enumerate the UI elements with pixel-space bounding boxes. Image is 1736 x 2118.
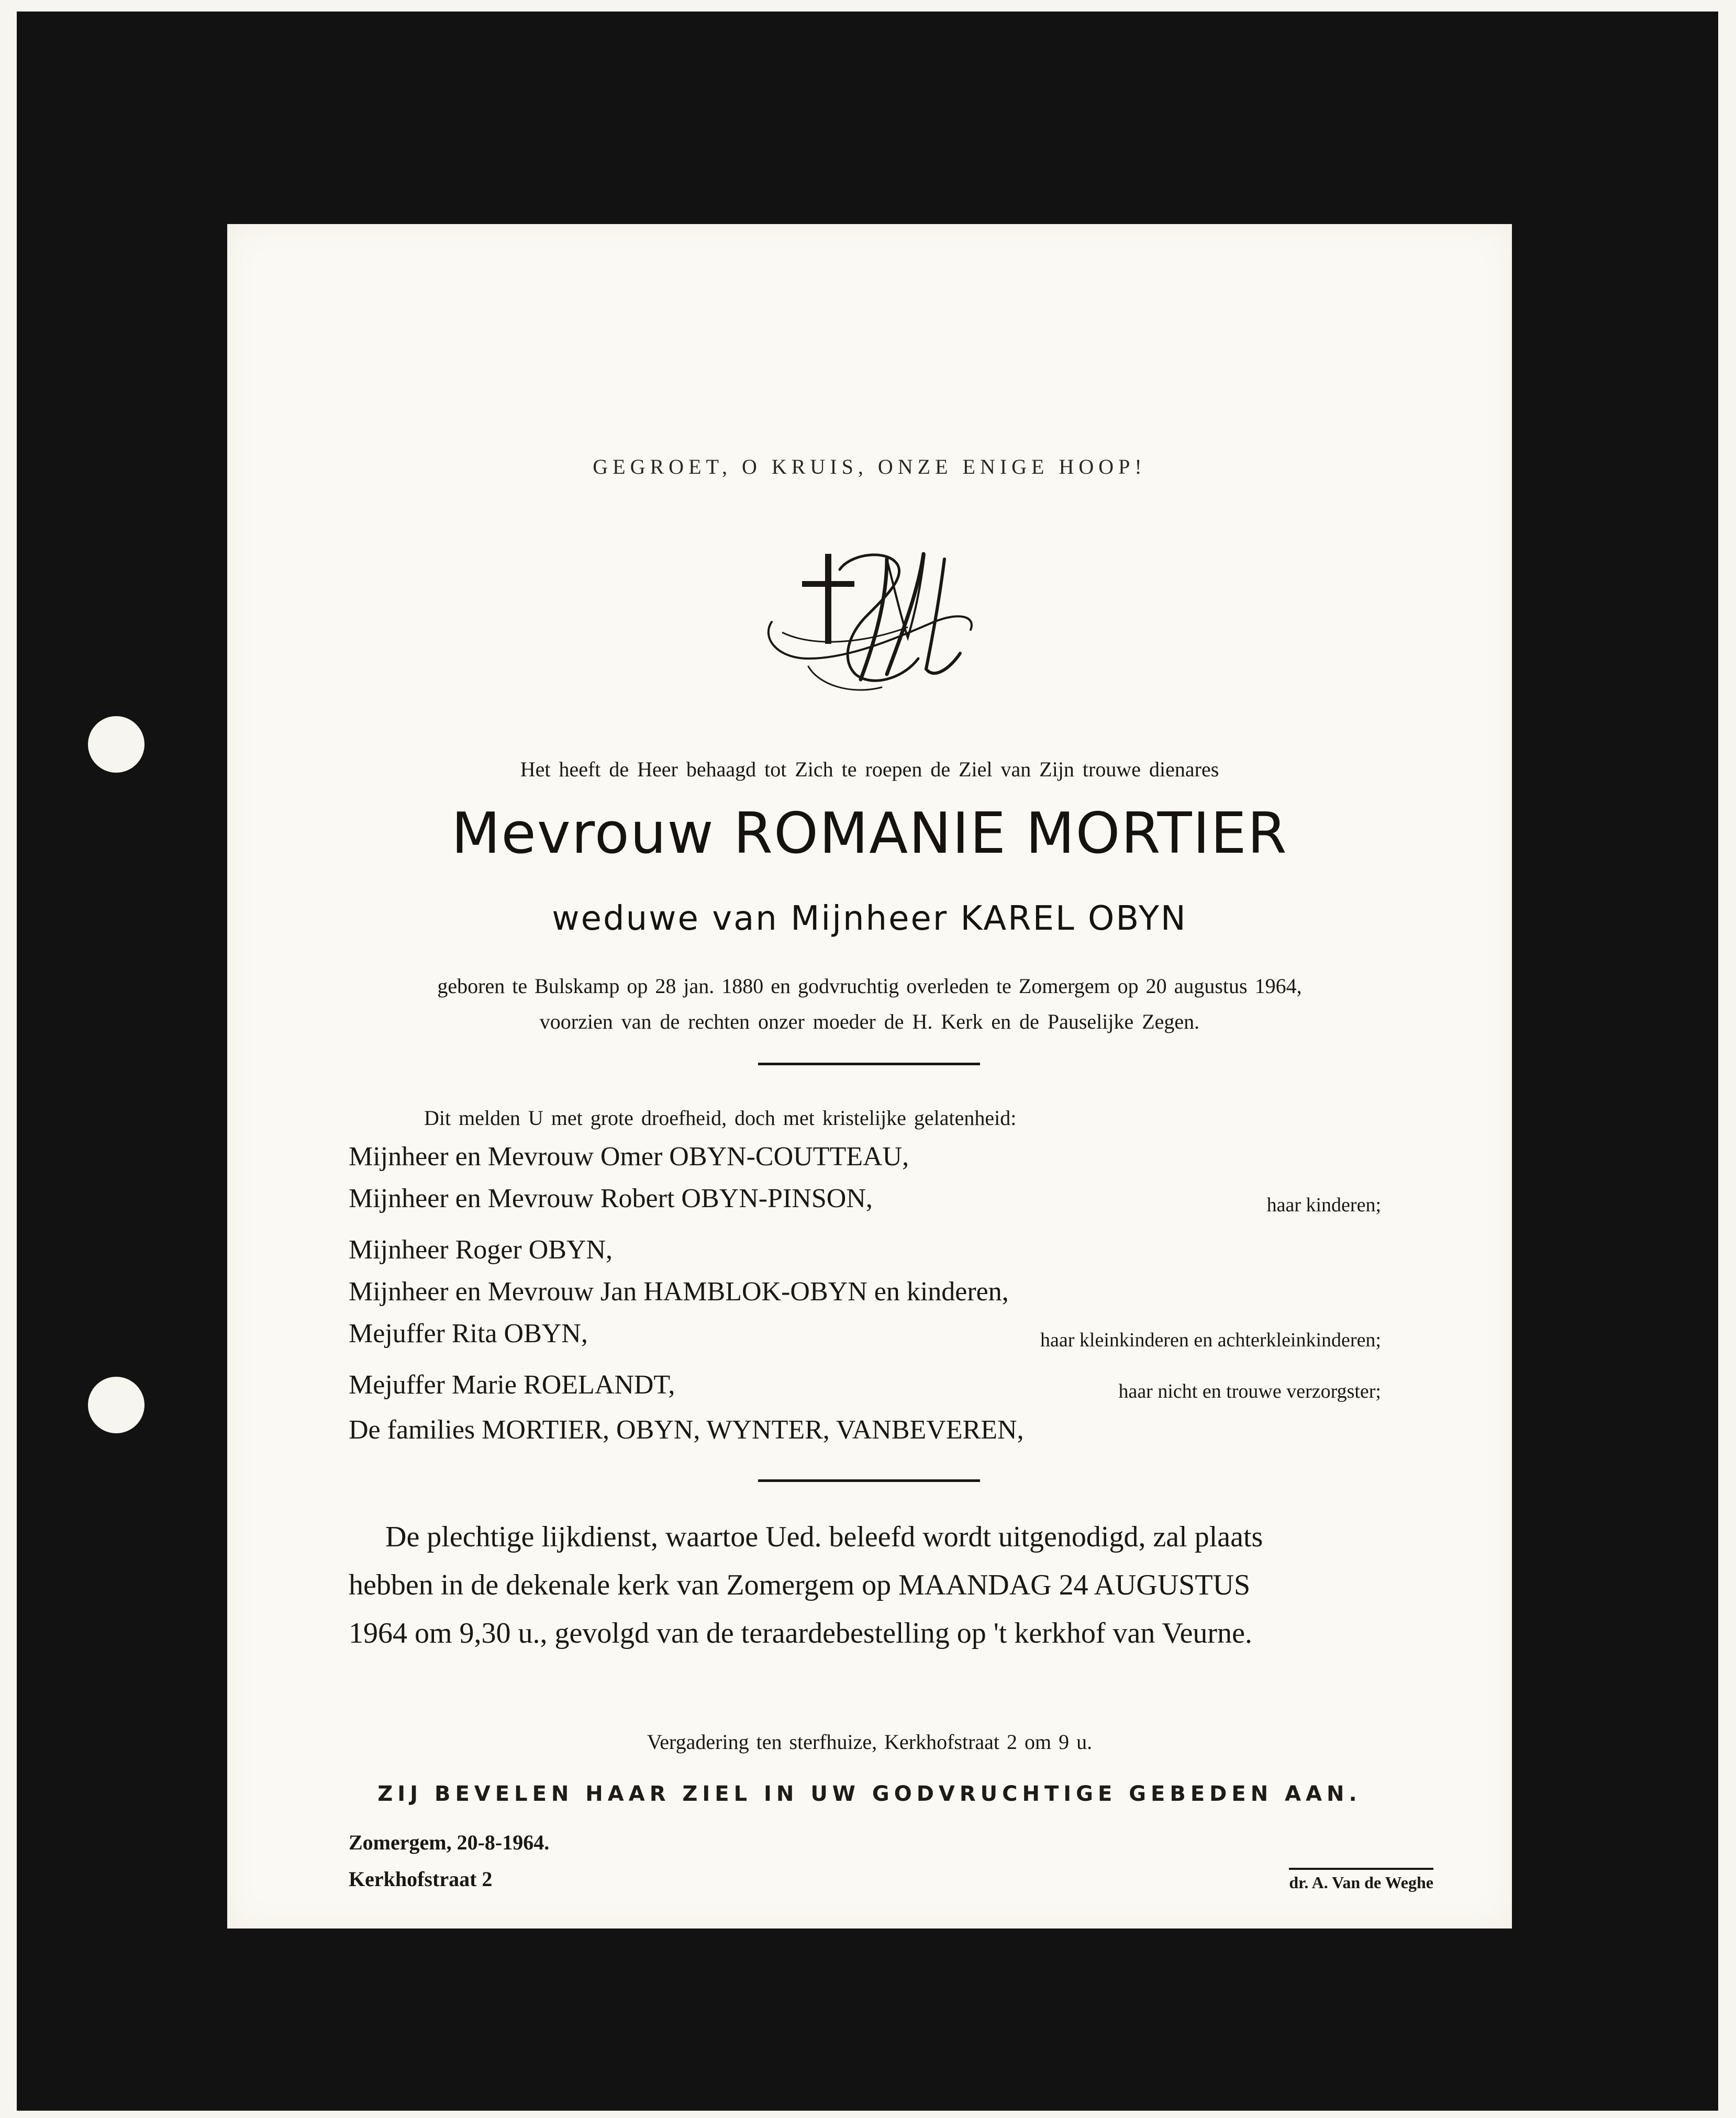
family-member: De families MORTIER, OBYN, WYNTER, VANBEVEREN, <box>349 1415 1024 1445</box>
place-date: Zomergem, 20-8-1964. <box>349 1831 550 1854</box>
family-member: Mejuffer Rita OBYN, <box>349 1319 588 1348</box>
birth-death-line: geboren te Bulskamp op 28 jan. 1880 en godvruchtig overleden te Zomergem op 20 augustus 1964, <box>437 974 1302 998</box>
printer-credit: dr. A. Van de Weghe <box>1289 1868 1433 1892</box>
ceremony-line: 1964 om 9,30 u., gevolgd van de teraardebestelling op 't kerkhof van Veurne. <box>349 1617 1252 1649</box>
relation-label-niece: haar nicht en trouwe verzorgster; <box>1118 1380 1381 1402</box>
relation-label-children: haar kinderen; <box>1266 1194 1381 1216</box>
commendation-line: ZIJ BEVELEN HAAR ZIEL IN UW GODVRUCHTIGE GEBEDEN AAN. <box>377 1782 1362 1806</box>
intro-text: Het heeft de Heer behaagd tot Zich te roepen de Ziel van Zijn trouwe dienares <box>520 757 1219 781</box>
deceased-name: Mevrouw ROMANIE MORTIER <box>451 801 1288 866</box>
last-rites-line: voorzien van de rechten onzer moeder de H. Kerk en de Pauselijke Zegen. <box>539 1010 1200 1033</box>
punch-hole-upper <box>88 716 144 773</box>
family-member: Mijnheer en Mevrouw Robert OBYN-PINSON, <box>349 1184 873 1213</box>
divider-rule <box>758 1479 980 1482</box>
card-header: GEGROET, O KRUIS, ONZE ENIGE HOOP! <box>593 455 1147 478</box>
cross-monogram-icon <box>730 538 992 706</box>
address: Kerkhofstraat 2 <box>349 1867 493 1891</box>
family-member: Mijnheer en Mevrouw Omer OBYN-COUTTEAU, <box>349 1142 909 1172</box>
punch-hole-lower <box>88 1377 144 1433</box>
relation-label-grandchildren: haar kleinkinderen en achterkleinkinderen; <box>1040 1329 1381 1351</box>
gathering-line: Vergadering ten sterfhuize, Kerkhofstraat 2 om 9 u. <box>647 1730 1093 1754</box>
announcement-line: Dit melden U met grote droefheid, doch met kristelijke gelatenheid: <box>424 1106 1017 1130</box>
ceremony-line: hebben in de dekenale kerk van Zomergem op MAANDAG 24 AUGUSTUS <box>349 1569 1251 1601</box>
family-member: Mejuffer Marie ROELANDT, <box>349 1370 675 1400</box>
family-member: Mijnheer en Mevrouw Jan HAMBLOK-OBYN en kinderen, <box>349 1277 1009 1307</box>
family-member: Mijnheer Roger OBYN, <box>349 1235 613 1265</box>
memorial-card <box>227 224 1512 1929</box>
divider-rule <box>758 1063 980 1065</box>
widow-of-line: weduwe van Mijnheer KAREL OBYN <box>552 899 1187 938</box>
ceremony-line: De plechtige lijkdienst, waartoe Ued. beleefd wordt uitgenodigd, zal plaats <box>385 1521 1263 1553</box>
